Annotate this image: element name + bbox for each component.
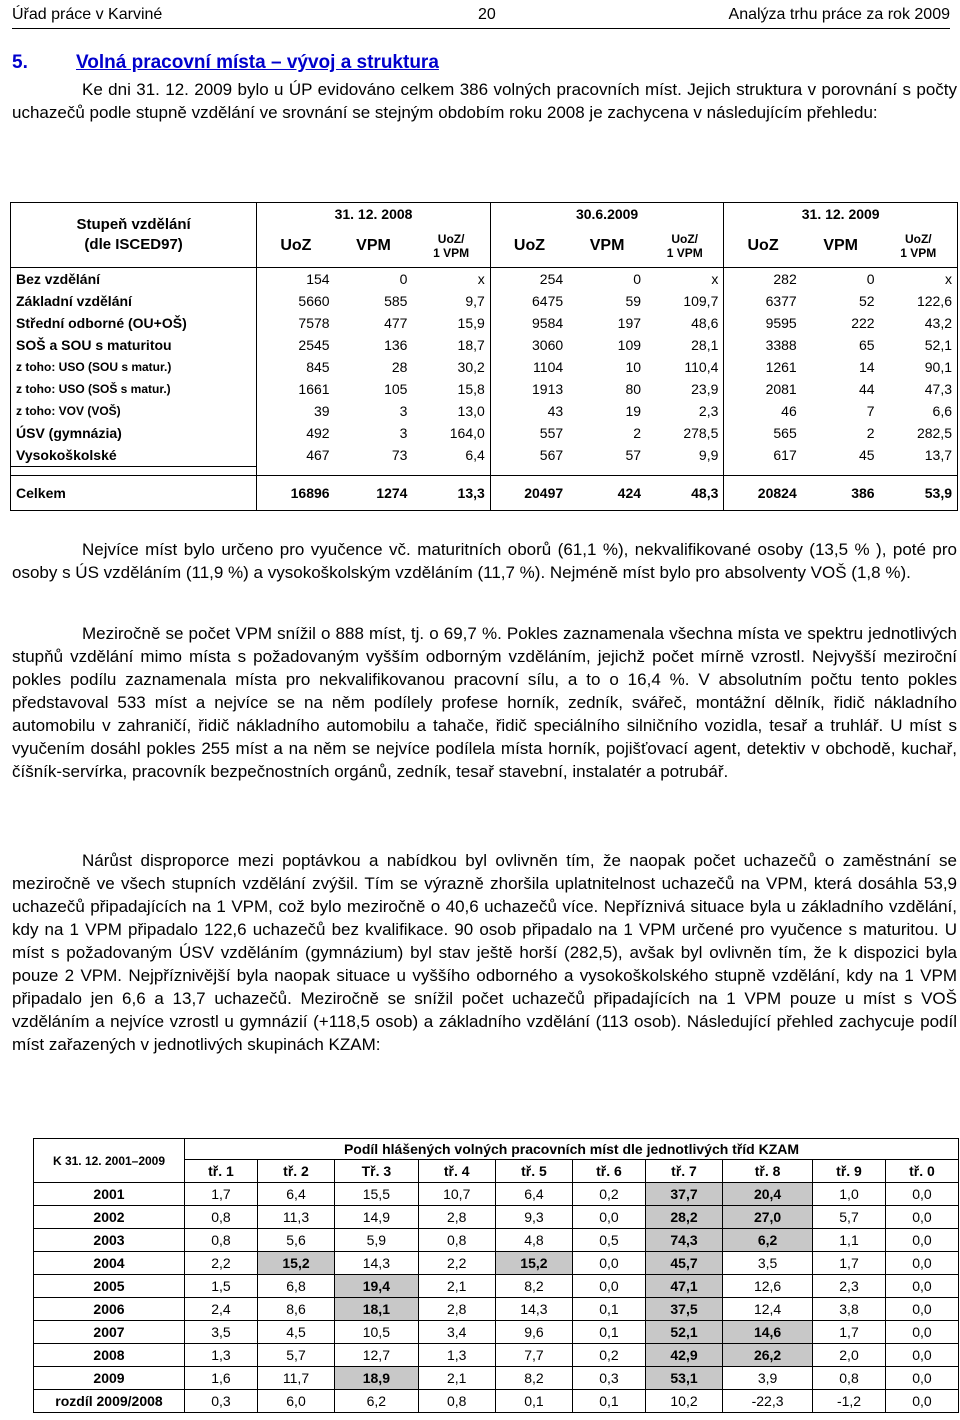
table1-cell: 1913 [490, 378, 568, 400]
table1-cell: 3060 [490, 334, 568, 356]
table1-cell: 585 [384, 293, 408, 309]
share-cell: 8,2 [495, 1367, 572, 1390]
share-cell: 0,0 [885, 1344, 958, 1367]
share-cell: -1,2 [813, 1390, 886, 1413]
table1-cell: 197 [617, 315, 642, 331]
share-cell: 2,2 [185, 1252, 258, 1275]
table1-cell: 3388 [724, 334, 802, 356]
class-header: tř. 1 [185, 1160, 258, 1183]
table1-cell: 565 [724, 422, 802, 444]
ratio-line-1: UoZ/ [671, 232, 699, 246]
row-label: z toho: VOV (VOŠ) [11, 400, 257, 422]
table1-cell: 110,4 [684, 359, 719, 375]
share-cell: 0,0 [885, 1321, 958, 1344]
period-header-2008: 31. 12. 2008 [257, 203, 491, 226]
table1-cell: 9595 [724, 312, 802, 334]
table1-cell: 18,7 [457, 337, 485, 353]
table1-cell: 52,1 [880, 334, 958, 356]
table1-cell: 467 [257, 444, 335, 467]
table1-cell: 282 [724, 268, 802, 291]
year-label: 2007 [34, 1321, 185, 1344]
page-number: 20 [478, 6, 496, 23]
table1-cell: 557 [490, 422, 568, 444]
table1-cell: 1661 [257, 378, 335, 400]
table1-cell: 39 [257, 400, 335, 422]
table1-cell: 6475 [490, 290, 568, 312]
year-label: 2006 [34, 1298, 185, 1321]
total-cell: 20497 [490, 476, 568, 511]
table1-cell: 2,3 [698, 403, 719, 419]
table1-row [11, 334, 958, 356]
share-cell: 18,9 [335, 1367, 419, 1390]
table1-cell: 13,7 [880, 444, 958, 467]
table1-cell: 845 [257, 356, 335, 378]
row-label: ÚSV (gymnázia) [11, 422, 257, 444]
table1-cell: 48,6 [691, 315, 719, 331]
table1-cell: 109,7 [683, 293, 719, 309]
share-cell: 45,7 [645, 1252, 722, 1275]
table1-cell: x [477, 271, 485, 287]
class-header: tř. 2 [257, 1160, 334, 1183]
share-cell: 1,0 [813, 1183, 886, 1206]
share-cell: 1,3 [185, 1344, 258, 1367]
table1-cell: 7578 [257, 312, 335, 334]
table2-row [34, 1344, 959, 1367]
share-cell: 0,8 [418, 1229, 495, 1252]
intro-text: Ke dni 31. 12. 2009 bylo u ÚP evidováno celkem 386 volných pracovních míst. Jejich struktura v porovnání s počty uchazečů podle stupně vzdělání ve srovnání se stejným obdobím roku 2008 je zachycena v následujícím přehledu: [12, 80, 957, 122]
share-cell: 0,0 [573, 1206, 646, 1229]
share-cell: 6,8 [257, 1275, 334, 1298]
subheader-vpm: VPM [802, 225, 880, 268]
share-cell: 20,4 [723, 1183, 813, 1206]
share-cell: 14,3 [335, 1252, 419, 1275]
share-cell: 18,1 [335, 1298, 419, 1321]
subheader-uoz: UoZ [724, 225, 802, 268]
table1-cell: 1261 [724, 356, 802, 378]
table1-cell: 1104 [490, 356, 568, 378]
share-cell: 3,8 [813, 1298, 886, 1321]
share-cell: 1,7 [813, 1252, 886, 1275]
share-cell: 0,0 [573, 1252, 646, 1275]
total-cell: 424 [568, 476, 646, 511]
table1-cell: 90,1 [880, 356, 958, 378]
share-cell: 74,3 [645, 1229, 722, 1252]
share-cell: 4,8 [495, 1229, 572, 1252]
table1-cell: 164,0 [449, 425, 485, 441]
share-cell: 1,7 [185, 1183, 258, 1206]
table2-caption: Podíl hlášených volných pracovních míst dle jednotlivých tříd KZAM [185, 1139, 959, 1160]
table1-cell: 3 [399, 403, 408, 419]
table1-cell: 45 [859, 447, 875, 464]
share-cell: 9,3 [495, 1206, 572, 1229]
share-cell: 11,7 [257, 1367, 334, 1390]
share-cell: 6,2 [335, 1390, 419, 1413]
corner-line-1: Stupeň vzdělání [76, 216, 191, 233]
share-cell: 0,2 [573, 1183, 646, 1206]
table1-cell: 43,2 [880, 312, 958, 334]
intro-paragraph [12, 78, 957, 124]
share-cell: 9,6 [495, 1321, 572, 1344]
section-number: 5. [12, 52, 28, 73]
share-cell: 2,1 [418, 1367, 495, 1390]
table1-row [11, 312, 958, 334]
row-label: Vysokoškolské [11, 444, 257, 467]
table1-cell: 28 [391, 359, 408, 375]
table2-row [34, 1390, 959, 1413]
share-cell: 5,9 [335, 1229, 419, 1252]
table1-cell: x [880, 268, 958, 291]
table1-cell: 57 [625, 447, 642, 464]
table2-corner-header: K 31. 12. 2001–2009 [34, 1139, 185, 1183]
share-cell: 6,4 [495, 1183, 572, 1206]
share-cell: 12,4 [723, 1298, 813, 1321]
table1-cell: 0 [633, 271, 642, 287]
share-cell: 19,4 [335, 1275, 419, 1298]
class-header: tř. 4 [418, 1160, 495, 1183]
share-cell: 12,7 [335, 1344, 419, 1367]
table1-cell: 154 [257, 268, 335, 291]
table1-cell: 109 [617, 337, 642, 353]
share-cell: 3,9 [723, 1367, 813, 1390]
share-cell: 10,5 [335, 1321, 419, 1344]
table1-cell: 23,9 [691, 381, 719, 397]
ratio-line-2: 1 VPM [900, 246, 937, 260]
table1-cell: 13,0 [457, 403, 485, 419]
table1-cell: 278,5 [683, 425, 719, 441]
table1-cell: 2545 [257, 334, 335, 356]
table1-cell: 47,3 [880, 378, 958, 400]
class-header: Tř. 3 [335, 1160, 419, 1183]
paragraph-3-text: Nárůst disproporce mezi poptávkou a nabídkou byl ovlivněn tím, že naopak počet uchazečů o zaměstnání se meziročně ve všech stupních vzdělání zvýšil. Tím se výrazně zhoršila uplatnitelnost uchazečů na VPM, která dosáhla 53,9 uchazečů připadajících na 1 VPM, což bylo meziročně o 40,6 uchazečů více. Nepříznivá situace byla u základního vzdělání, kdy na 1 VPM připadalo 122,6 uchazečů bez kvalifikace. 90 osob připadalo na 1 VPM určené pro vyučence s maturitou. U míst s požadovaným ÚSV vzděláním (gymnázium) byl stav ještě horší (282,5), avšak byl ovlivněn tím, že k dispozici byla pouze 2 VPM. Nejpříznivější byla naopak situace u vyššího odborného a vysokoškolského stupně vzdělání, kdy na 1 VPM připadalo jen 6,6 a 13,7 uchazečů. Meziročně se snížil počet uchazečů připadajících na 1 VPM pouze u míst s VOŠ vzděláním a nejvíce vzrostl u gymnázií (+118,5 osob) a základního vzdělání (113 osob). Následující přehled zachycuje podíl míst zařazených v jednotlivých skupinách KZAM: [12, 851, 957, 1054]
total-cell: 1274 [335, 476, 413, 511]
table1-cell: 254 [490, 268, 568, 291]
share-cell: 47,1 [645, 1275, 722, 1298]
share-cell: 0,8 [185, 1206, 258, 1229]
table1-cell: 282,5 [880, 422, 958, 444]
corner-line-2: (dle ISCED97) [84, 236, 183, 253]
table2-row [34, 1252, 959, 1275]
table1-row [11, 290, 958, 312]
share-cell: 28,2 [645, 1206, 722, 1229]
table2-row [34, 1321, 959, 1344]
subheader-uoz: UoZ [490, 225, 568, 268]
table1-total-row [11, 476, 958, 511]
table1-cell: 28,1 [691, 337, 719, 353]
table1-cell: 122,6 [880, 290, 958, 312]
ratio-line-2: 1 VPM [433, 246, 470, 260]
share-cell: 15,5 [335, 1183, 419, 1206]
share-cell: 15,2 [495, 1252, 572, 1275]
share-cell: 26,2 [723, 1344, 813, 1367]
table1-cell: 0 [866, 271, 875, 287]
share-cell: 10,2 [645, 1390, 722, 1413]
table1-cell: 9584 [490, 312, 568, 334]
ratio-line-2: 1 VPM [666, 246, 703, 260]
share-cell: 4,5 [257, 1321, 334, 1344]
share-cell: 1,6 [185, 1367, 258, 1390]
share-cell: 0,0 [573, 1275, 646, 1298]
share-cell: 0,0 [885, 1275, 958, 1298]
paragraph-2 [12, 622, 957, 783]
share-cell: 0,1 [573, 1298, 646, 1321]
share-cell: 1,1 [813, 1229, 886, 1252]
share-cell: 52,1 [645, 1321, 722, 1344]
subheader-uoz-per-vpm [646, 225, 724, 268]
table1-cell: 617 [724, 444, 802, 467]
table1-cell: 59 [625, 293, 642, 309]
table1-cell: 6,4 [465, 447, 485, 464]
row-label: Střední odborné (OU+OŠ) [11, 312, 257, 334]
class-header: tř. 6 [573, 1160, 646, 1183]
share-cell: 1,5 [185, 1275, 258, 1298]
table1-cell: 15,8 [457, 381, 485, 397]
table1-cell: 477 [384, 315, 408, 331]
table1-cell: 19 [625, 403, 642, 419]
total-cell: 16896 [257, 476, 335, 511]
paragraph-3 [12, 849, 957, 1056]
page-header [12, 4, 950, 29]
share-cell: 5,6 [257, 1229, 334, 1252]
share-cell: 0,0 [885, 1206, 958, 1229]
share-cell: 42,9 [645, 1344, 722, 1367]
year-label: 2002 [34, 1206, 185, 1229]
class-header: tř. 8 [723, 1160, 813, 1183]
share-cell: 0,8 [813, 1367, 886, 1390]
row-label: z toho: USO (SOŠ s matur.) [11, 378, 257, 400]
table2-row [34, 1275, 959, 1298]
table2-row [34, 1298, 959, 1321]
share-cell: 0,5 [573, 1229, 646, 1252]
row-label: Bez vzdělání [11, 268, 257, 291]
share-cell: 2,0 [813, 1344, 886, 1367]
table2-row [34, 1183, 959, 1206]
share-cell: 0,0 [885, 1252, 958, 1275]
share-cell: 3,4 [418, 1321, 495, 1344]
table1-cell: 5660 [257, 290, 335, 312]
share-cell: 0,0 [885, 1183, 958, 1206]
share-cell: 6,4 [257, 1183, 334, 1206]
section-heading [12, 52, 439, 74]
education-vacancy-table [10, 202, 958, 511]
year-label: 2004 [34, 1252, 185, 1275]
share-cell: 1,3 [418, 1344, 495, 1367]
table1-cell: 222 [851, 315, 875, 331]
share-cell: 0,0 [885, 1390, 958, 1413]
share-cell: 0,3 [573, 1367, 646, 1390]
share-cell: 14,6 [723, 1321, 813, 1344]
share-cell: 0,1 [573, 1321, 646, 1344]
share-cell: 37,5 [645, 1298, 722, 1321]
table1-row [11, 400, 958, 422]
total-cell: 20824 [724, 476, 802, 511]
kzam-share-table [33, 1138, 959, 1413]
table2-row [34, 1206, 959, 1229]
share-cell: 15,2 [257, 1252, 334, 1275]
row-label: SOŠ a SOU s maturitou [11, 334, 257, 356]
share-cell: 0,8 [418, 1390, 495, 1413]
table1-cell: 567 [490, 444, 568, 467]
table1-row [11, 268, 958, 291]
class-header: tř. 5 [495, 1160, 572, 1183]
table1-cell: 2 [866, 425, 875, 441]
section-title: Volná pracovní místa – vývoj a struktura [76, 52, 439, 73]
table1-cell: 6,6 [880, 400, 958, 422]
share-cell: 2,1 [418, 1275, 495, 1298]
share-cell: 0,0 [885, 1229, 958, 1252]
share-cell: 2,8 [418, 1206, 495, 1229]
table1-cell: 9,7 [465, 293, 485, 309]
period-header-mid2009: 30.6.2009 [490, 203, 724, 226]
table1-cell: 43 [490, 400, 568, 422]
table1-cell: 105 [384, 381, 408, 397]
table1-cell: 73 [391, 447, 408, 464]
table1-cell: 3 [399, 425, 408, 441]
share-cell: 11,3 [257, 1206, 334, 1229]
share-cell: 27,0 [723, 1206, 813, 1229]
table1-cell: 46 [724, 400, 802, 422]
year-label: 2001 [34, 1183, 185, 1206]
table1-cell: 30,2 [457, 359, 485, 375]
share-cell: 5,7 [813, 1206, 886, 1229]
share-cell: 2,8 [418, 1298, 495, 1321]
period-header-2009: 31. 12. 2009 [724, 203, 958, 226]
total-cell: 53,9 [880, 476, 958, 511]
table1-row [11, 444, 958, 467]
header-office: Úřad práce v Karviné [12, 6, 163, 23]
class-header: tř. 0 [885, 1160, 958, 1183]
share-cell: 12,6 [723, 1275, 813, 1298]
share-cell: 0,0 [885, 1298, 958, 1321]
table2-row [34, 1229, 959, 1252]
table1-cell: 6377 [724, 290, 802, 312]
table1-cell: 9,9 [698, 447, 719, 464]
share-cell: 0,3 [185, 1390, 258, 1413]
table1-corner-header [11, 203, 257, 268]
share-cell: 8,6 [257, 1298, 334, 1321]
table1-cell: 136 [384, 337, 408, 353]
class-header: tř. 7 [645, 1160, 722, 1183]
table1-cell: 2 [633, 425, 642, 441]
subheader-vpm: VPM [568, 225, 646, 268]
row-label: Základní vzdělání [11, 290, 257, 312]
year-label: 2003 [34, 1229, 185, 1252]
paragraph-2-text: Meziročně se počet VPM snížil o 888 míst, tj. o 69,7 %. Pokles zaznamenala všechna místa ve spektru jednotlivých stupňů vzdělání mimo místa s požadovaným vyšším odborným vzděláním, jejichž počet mírně vzrostl. Nejvyšší meziroční pokles podílu zaznamenala místa pro nekvalifikovanou pracovní sílu, a to o 16,4 %. V absolutním počtu tento pokles představoval 533 míst a nejvíce se na něm podílely profese horník, zedník, svářeč, montážní dělník, řidič nákladního automobilu v zahraničí, řidič nákladního automobilu a tahače, řidič speciálního silničního vozidla, tesař a truhlář. U míst s vyučením dosáhl pokles 255 míst a na něm se nejvíce podílela místa horník, pojišťovací agent, detektiv v obchodě, kuchař, číšník-servírka, pracovník bezpečnostních orgánů, zedník, tesař stavební, instalatér a potrubář. [12, 624, 957, 781]
table1-cell: 14 [859, 359, 875, 375]
share-cell: 2,4 [185, 1298, 258, 1321]
share-cell: 0,8 [185, 1229, 258, 1252]
table1-row [11, 422, 958, 444]
table1-cell: 492 [257, 422, 335, 444]
share-cell: 0,1 [573, 1390, 646, 1413]
subheader-uoz: UoZ [257, 225, 335, 268]
table1-cell: x [711, 271, 719, 287]
table1-cell: 80 [625, 381, 642, 397]
share-cell: 5,7 [257, 1344, 334, 1367]
table1-cell: 10 [625, 359, 642, 375]
share-cell: 10,7 [418, 1183, 495, 1206]
share-cell: 37,7 [645, 1183, 722, 1206]
table1-cell: 15,9 [457, 315, 485, 331]
share-cell: 6,0 [257, 1390, 334, 1413]
table1-cell: 2081 [724, 378, 802, 400]
table1-cell: 0 [399, 271, 408, 287]
subheader-vpm: VPM [335, 225, 413, 268]
ratio-line-1: UoZ/ [437, 232, 465, 246]
paragraph-1 [12, 538, 957, 584]
table2-row [34, 1367, 959, 1390]
table1-cell: 7 [866, 403, 875, 419]
header-report-title: Analýza trhu práce za rok 2009 [728, 6, 950, 23]
subheader-uoz-per-vpm [880, 225, 958, 268]
table1-cell: 65 [859, 337, 875, 353]
table1-cell: 52 [859, 293, 875, 309]
share-cell: 0,2 [573, 1344, 646, 1367]
share-cell: 6,2 [723, 1229, 813, 1252]
year-label: 2008 [34, 1344, 185, 1367]
total-cell: 13,3 [412, 476, 490, 511]
share-cell: 1,7 [813, 1321, 886, 1344]
share-cell: 2,2 [418, 1252, 495, 1275]
share-cell: -22,3 [723, 1390, 813, 1413]
total-cell: 48,3 [646, 476, 724, 511]
share-cell: 14,3 [495, 1298, 572, 1321]
table1-row [11, 356, 958, 378]
year-label: 2009 [34, 1367, 185, 1390]
year-label: rozdíl 2009/2008 [34, 1390, 185, 1413]
share-cell: 0,1 [495, 1390, 572, 1413]
share-cell: 53,1 [645, 1367, 722, 1390]
subheader-uoz-per-vpm [412, 225, 490, 268]
share-cell: 2,3 [813, 1275, 886, 1298]
share-cell: 7,7 [495, 1344, 572, 1367]
total-label: Celkem [11, 476, 257, 511]
ratio-line-1: UoZ/ [904, 232, 932, 246]
share-cell: 0,0 [885, 1367, 958, 1390]
share-cell: 3,5 [185, 1321, 258, 1344]
share-cell: 3,5 [723, 1252, 813, 1275]
table1-row [11, 378, 958, 400]
share-cell: 14,9 [335, 1206, 419, 1229]
total-cell: 386 [802, 476, 880, 511]
share-cell: 8,2 [495, 1275, 572, 1298]
year-label: 2005 [34, 1275, 185, 1298]
class-header: tř. 9 [813, 1160, 886, 1183]
table1-cell: 44 [859, 381, 875, 397]
paragraph-1-text: Nejvíce míst bylo určeno pro vyučence vč. maturitních oborů (61,1 %), nekvalifikované osoby (13,5 % ), poté pro osoby s ÚS vzděláním (11,9 %) a vysokoškolským vzděláním (11,7 %). Nejméně míst bylo pro absolventy VOŠ (1,8 %). [12, 540, 957, 582]
row-label: z toho: USO (SOU s matur.) [11, 356, 257, 378]
